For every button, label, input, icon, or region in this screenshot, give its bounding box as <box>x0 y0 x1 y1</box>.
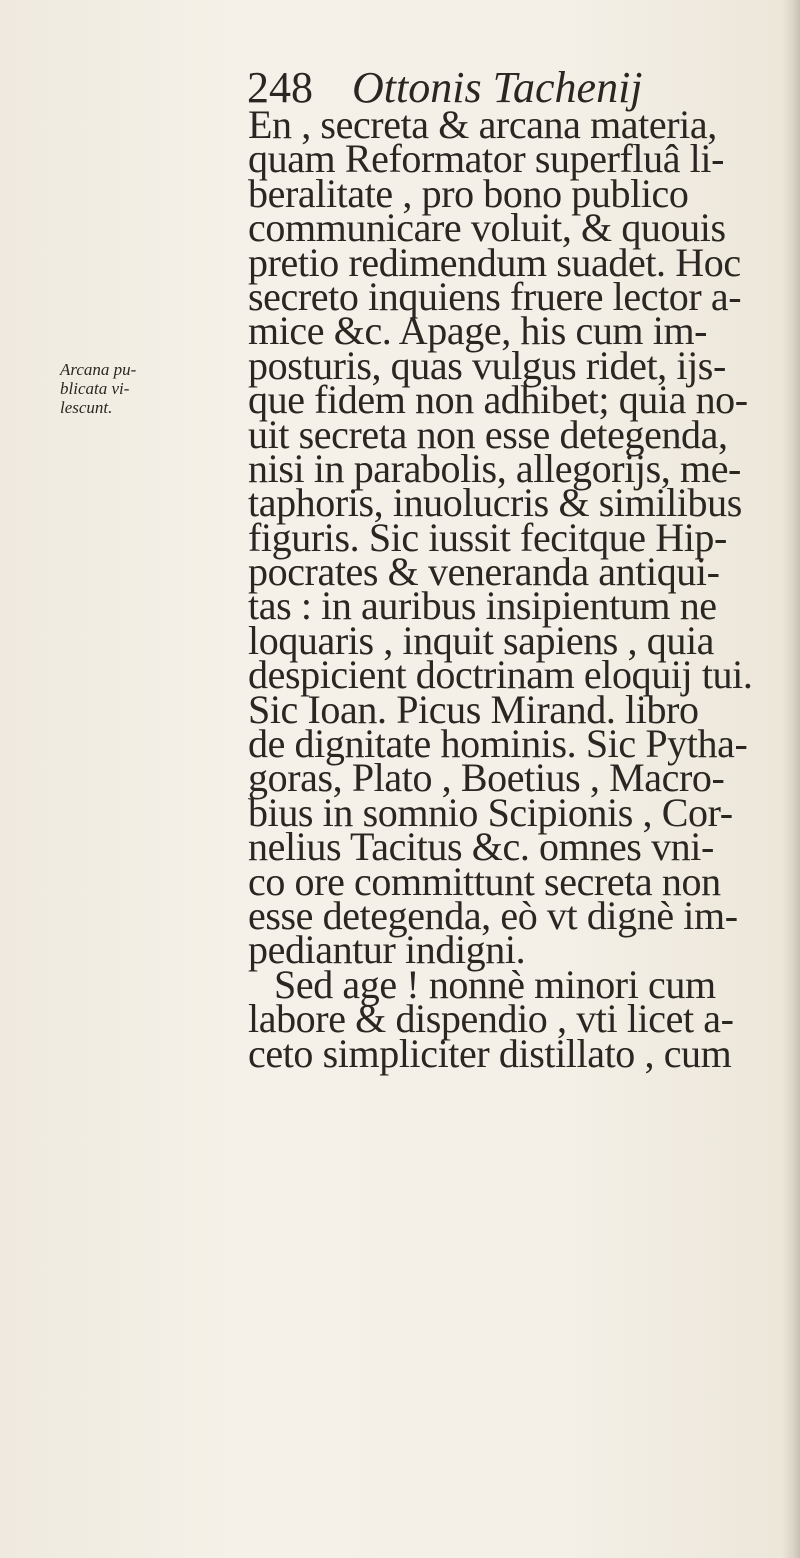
text-line: uit secreta non esse detegenda, <box>248 411 728 457</box>
text-line: bius in somnio Scipionis , Cor- <box>248 789 733 835</box>
text-line: pocrates & veneranda antiqui- <box>248 549 720 595</box>
marginal-note <box>60 360 210 417</box>
text-line: secreto inquiens fruere lector a- <box>248 273 742 319</box>
body-text <box>248 102 793 1076</box>
text-line: pretio redimendum suadet. Hoc <box>248 239 741 285</box>
text-line: Sed age ! nonnè minori cum <box>274 961 716 1007</box>
text-line: quam Reformator superfluâ li- <box>248 136 725 182</box>
marginal-note-line: lescunt. <box>60 398 113 417</box>
text-line: que fidem non adhibet; quia no- <box>248 377 748 423</box>
running-title: Ottonis Tachenij <box>352 63 643 112</box>
text-line: En , secreta & arcana materia, <box>248 102 717 147</box>
text-line: communicare voluit, & quouis <box>248 205 726 251</box>
marginal-note-line: blicata vi- <box>60 379 130 398</box>
marginal-note-line: Arcana pu- <box>60 360 137 379</box>
text-line: esse detegenda, eò vt dignè im- <box>248 892 738 938</box>
page-number: 248 <box>247 63 313 112</box>
text-line: beralitate , pro bono publico <box>248 170 689 216</box>
text-line: despicient doctrinam eloquij tui. <box>248 652 753 698</box>
text-line: loquaris , inquit sapiens , quia <box>248 617 715 663</box>
text-line: goras, Plato , Boetius , Macro- <box>248 755 725 801</box>
text-line: nisi in parabolis, allegorijs, me- <box>248 445 741 491</box>
text-line: taphoris, inuolucris & similibus <box>248 480 742 526</box>
text-line: labore & dispendio , vti licet a- <box>248 996 734 1042</box>
text-line: de dignitate hominis. Sic Pytha- <box>248 721 748 767</box>
text-line: posturis, quas vulgus ridet, ijs- <box>248 342 726 388</box>
text-line: tas : in auribus insipientum ne <box>248 583 717 629</box>
text-line: mice &c. Apage, his cum im- <box>248 308 708 354</box>
text-line: Sic Ioan. Picus Mirand. libro <box>248 686 699 732</box>
text-line: figuris. Sic iussit fecitque Hip- <box>248 514 727 560</box>
text-line: co ore committunt secreta non <box>248 858 721 904</box>
text-line: pediantur indigni. <box>248 927 526 973</box>
text-line: ceto simpliciter distillato , cum <box>248 1030 732 1076</box>
text-line: nelius Tacitus &c. omnes vni- <box>248 824 714 870</box>
